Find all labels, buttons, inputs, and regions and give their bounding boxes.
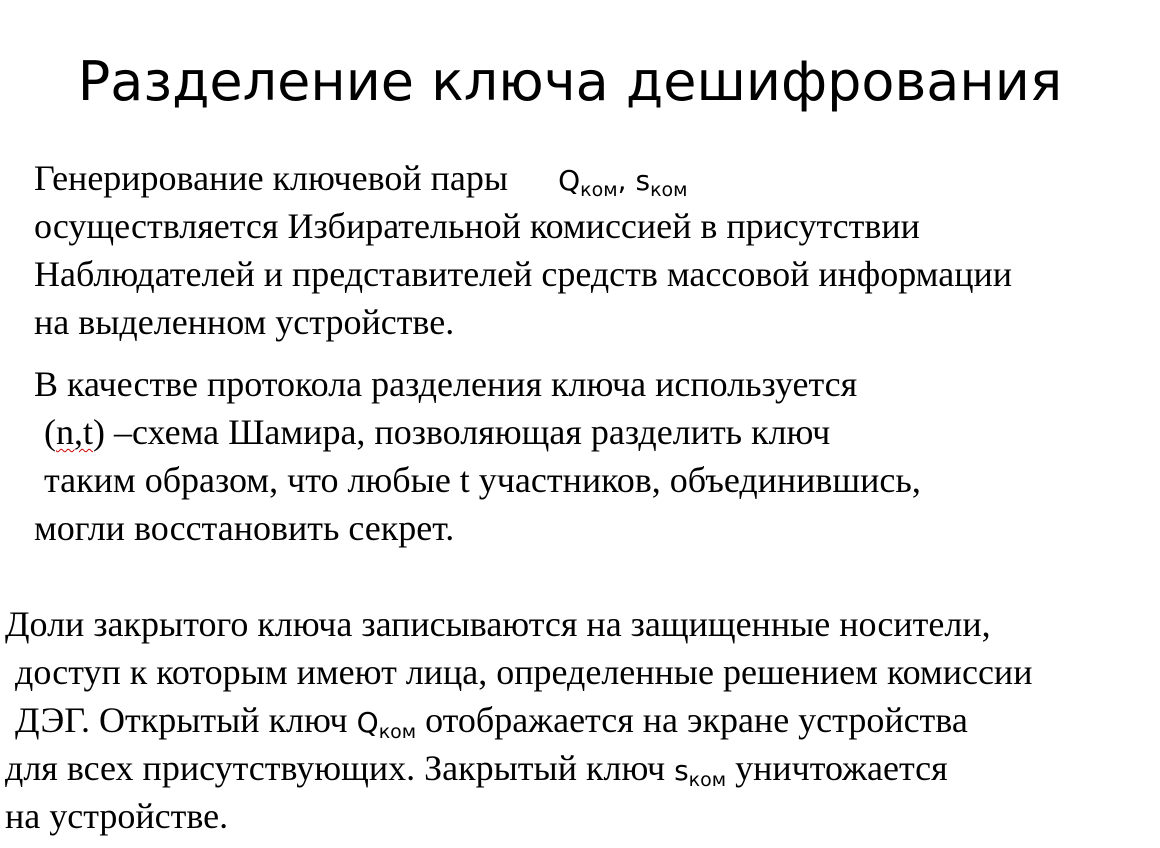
text-line: В качестве протокола разделения ключа используется [34, 364, 858, 404]
slide-title: Разделение ключа дешифрования [77, 50, 1063, 113]
text-segment: ) –схема Шамира, позволяющая разделить ключ [93, 412, 831, 452]
text-segment: отображается на экране устройства [425, 700, 968, 740]
subscript: ком [688, 769, 727, 791]
symbol-q: Q [356, 706, 379, 739]
subscript: ком [580, 179, 618, 201]
text-line: на устройстве. [5, 796, 229, 836]
text-line: доступ к которым имеют лица, определенные решением комиссии [15, 652, 1033, 692]
text-line: Наблюдателей и представителей средств массовой информации [34, 254, 1012, 294]
symbol-comma: , [617, 164, 627, 197]
text-line: Доли закрытого ключа записываются на защищенные носители, [5, 604, 991, 644]
text-segment: ДЭГ. Открытый ключ [15, 700, 348, 740]
text-segment: для всех присутствующих. Закрытый ключ [5, 748, 666, 788]
subscript: ком [378, 721, 417, 743]
text-segment: ( [44, 412, 56, 452]
symbol-s: s [635, 164, 651, 197]
text-line: могли восстановить секрет. [34, 508, 455, 548]
text-line: таким образом, что любые t участников, объединившись, [44, 460, 921, 500]
spellcheck-underlined-text: n,t [56, 412, 94, 452]
text-line: на выделенном устройстве. [34, 302, 455, 342]
text-segment: уничтожается [735, 748, 948, 788]
subscript: ком [650, 179, 688, 201]
symbol-s: s [674, 754, 689, 787]
symbol-q: Q [558, 164, 581, 197]
text-segment: Генерирование ключевой пары [34, 158, 509, 198]
text-line: осуществляется Избирательной комиссией в присутствии [34, 206, 920, 246]
text-line [44, 410, 830, 454]
